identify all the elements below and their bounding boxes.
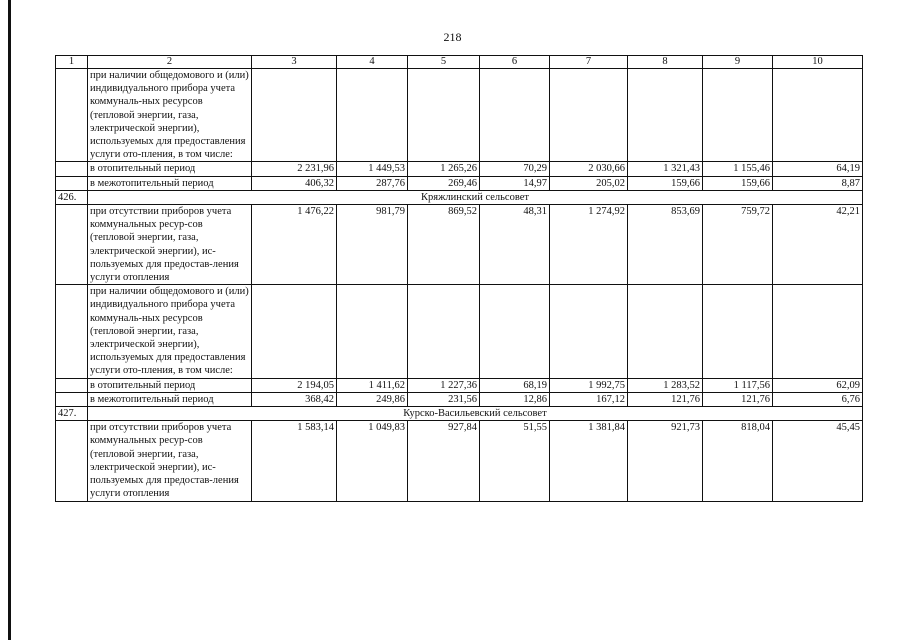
value-cell: [252, 69, 337, 162]
section-title: Кряжлинский сельсовет: [88, 190, 863, 204]
section-number: 426.: [56, 190, 88, 204]
value-cell: 68,19: [480, 378, 550, 392]
value-cell: 1 992,75: [550, 378, 628, 392]
value-cell: 249,86: [337, 392, 408, 406]
value-cell: [337, 69, 408, 162]
value-cell: [550, 69, 628, 162]
column-header: 10: [773, 56, 863, 69]
value-cell: 12,86: [480, 392, 550, 406]
row-label: при наличии общедомового и (или) индивидуального прибора учета коммуналь-ных ресурсов (тепловой энергии, газа, электрической энергии), используемых для предоставления услуги ото-пления, в том числе:: [88, 285, 252, 378]
table-row: [56, 69, 863, 162]
value-cell: 48,31: [480, 205, 550, 285]
value-cell: 159,66: [703, 176, 773, 190]
column-header: 9: [703, 56, 773, 69]
section-number: 427.: [56, 407, 88, 421]
value-cell: 45,45: [773, 421, 863, 501]
value-cell: 818,04: [703, 421, 773, 501]
row-index-cell: [56, 378, 88, 392]
value-cell: 853,69: [628, 205, 703, 285]
column-header: 6: [480, 56, 550, 69]
column-header: 5: [408, 56, 480, 69]
column-header: 1: [56, 56, 88, 69]
table-row: [56, 421, 863, 501]
value-cell: 121,76: [628, 392, 703, 406]
table-row: [56, 392, 863, 406]
value-cell: [773, 285, 863, 378]
column-header: 7: [550, 56, 628, 69]
value-cell: 2 231,96: [252, 162, 337, 176]
section-row: [56, 407, 863, 421]
row-label: в межотопительный период: [88, 392, 252, 406]
value-cell: 1 321,43: [628, 162, 703, 176]
table-row: [56, 176, 863, 190]
table-row: [56, 285, 863, 378]
value-cell: 981,79: [337, 205, 408, 285]
value-cell: 921,73: [628, 421, 703, 501]
tariff-table: [55, 55, 863, 502]
value-cell: 287,76: [337, 176, 408, 190]
row-index-cell: [56, 392, 88, 406]
value-cell: 70,29: [480, 162, 550, 176]
row-index-cell: [56, 176, 88, 190]
section-row: [56, 190, 863, 204]
row-label: в межотопительный период: [88, 176, 252, 190]
value-cell: 1 155,46: [703, 162, 773, 176]
value-cell: 62,09: [773, 378, 863, 392]
value-cell: [550, 285, 628, 378]
value-cell: 406,32: [252, 176, 337, 190]
row-label: в отопительный период: [88, 162, 252, 176]
value-cell: 159,66: [628, 176, 703, 190]
value-cell: 759,72: [703, 205, 773, 285]
column-header: 8: [628, 56, 703, 69]
column-header-row: [56, 56, 863, 69]
value-cell: 64,19: [773, 162, 863, 176]
section-title: Курско-Васильевский сельсовет: [88, 407, 863, 421]
value-cell: 869,52: [408, 205, 480, 285]
value-cell: 231,56: [408, 392, 480, 406]
value-cell: 1 117,56: [703, 378, 773, 392]
row-label: в отопительный период: [88, 378, 252, 392]
value-cell: [337, 285, 408, 378]
value-cell: [252, 285, 337, 378]
value-cell: 368,42: [252, 392, 337, 406]
row-label: при отсутствии приборов учета коммунальных ресур-сов (тепловой энергии, газа, электрической энергии), ис-пользуемых для предостав-ления услуги отопления: [88, 205, 252, 285]
row-label: при наличии общедомового и (или) индивидуального прибора учета коммуналь-ных ресурсов (тепловой энергии, газа, электрической энергии), используемых для предоставления услуги ото-пления, в том числе:: [88, 69, 252, 162]
value-cell: 42,21: [773, 205, 863, 285]
column-header: 2: [88, 56, 252, 69]
value-cell: 1 265,26: [408, 162, 480, 176]
value-cell: [703, 285, 773, 378]
row-index-cell: [56, 205, 88, 285]
value-cell: 121,76: [703, 392, 773, 406]
left-margin-rule: [8, 0, 11, 640]
value-cell: 1 476,22: [252, 205, 337, 285]
value-cell: [628, 69, 703, 162]
value-cell: [703, 69, 773, 162]
page-number: 218: [443, 30, 462, 44]
value-cell: 51,55: [480, 421, 550, 501]
value-cell: [773, 69, 863, 162]
table-row: [56, 205, 863, 285]
value-cell: 269,46: [408, 176, 480, 190]
value-cell: 167,12: [550, 392, 628, 406]
value-cell: 6,76: [773, 392, 863, 406]
value-cell: 2 030,66: [550, 162, 628, 176]
value-cell: 1 274,92: [550, 205, 628, 285]
value-cell: 8,87: [773, 176, 863, 190]
column-header: 4: [337, 56, 408, 69]
value-cell: 2 194,05: [252, 378, 337, 392]
table-row: [56, 162, 863, 176]
value-cell: 1 049,83: [337, 421, 408, 501]
value-cell: 1 283,52: [628, 378, 703, 392]
row-index-cell: [56, 285, 88, 378]
value-cell: [628, 285, 703, 378]
value-cell: 927,84: [408, 421, 480, 501]
column-header: 3: [252, 56, 337, 69]
value-cell: 1 227,36: [408, 378, 480, 392]
value-cell: 1 583,14: [252, 421, 337, 501]
row-index-cell: [56, 162, 88, 176]
row-label: при отсутствии приборов учета коммунальных ресур-сов (тепловой энергии, газа, электрической энергии), ис-пользуемых для предостав-ления услуги отопления: [88, 421, 252, 501]
value-cell: [408, 69, 480, 162]
value-cell: [480, 69, 550, 162]
value-cell: [480, 285, 550, 378]
value-cell: 14,97: [480, 176, 550, 190]
row-index-cell: [56, 421, 88, 501]
value-cell: [408, 285, 480, 378]
value-cell: 205,02: [550, 176, 628, 190]
value-cell: 1 449,53: [337, 162, 408, 176]
table-body: [56, 56, 863, 502]
value-cell: 1 381,84: [550, 421, 628, 501]
table-row: [56, 378, 863, 392]
row-index-cell: [56, 69, 88, 162]
value-cell: 1 411,62: [337, 378, 408, 392]
